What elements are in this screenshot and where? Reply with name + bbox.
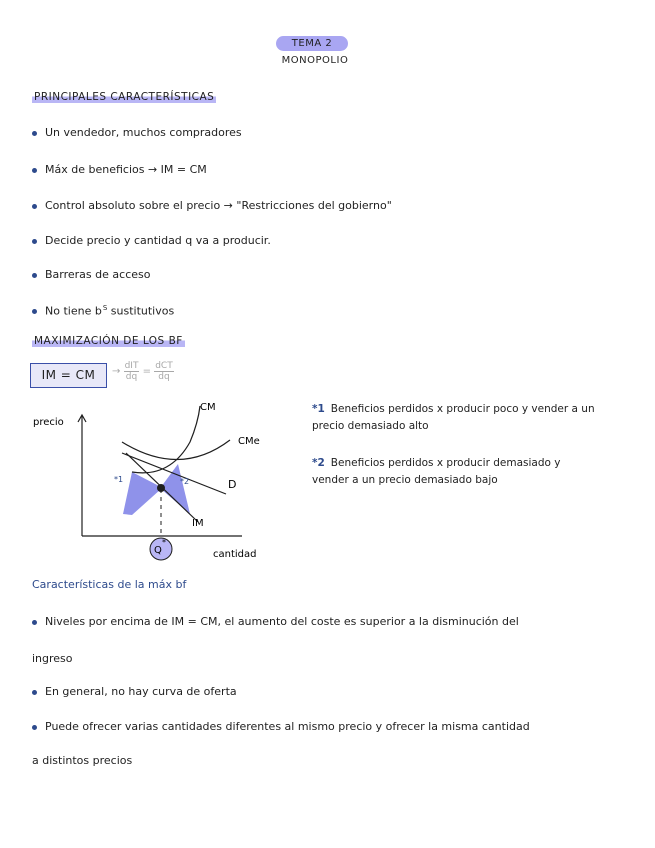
bullet-item xyxy=(32,125,242,140)
bullet-item xyxy=(32,233,271,248)
monopoly-graph xyxy=(30,398,290,570)
bullet-text: Decide precio y cantidad q va a producir. xyxy=(45,234,271,247)
bullet-dot-icon xyxy=(32,690,37,695)
bullet-dot-icon xyxy=(32,168,37,173)
paragraph-1-continued: ingreso xyxy=(32,652,73,665)
q-superscript: * xyxy=(162,538,166,547)
paragraph-3 xyxy=(32,719,632,734)
lost-profit-area-left-outer xyxy=(123,472,132,515)
paragraph-1 xyxy=(32,614,632,629)
fraction-numerator: dIT xyxy=(124,361,139,371)
bullet-item xyxy=(32,198,392,213)
cm-label: CM xyxy=(200,402,216,413)
cme-curve xyxy=(122,440,230,460)
fraction-numerator: dCT xyxy=(155,361,173,371)
bullet-item xyxy=(32,162,207,177)
note-text: Beneficios perdidos x producir demasiado y vender a un precio demasiado bajo xyxy=(312,457,561,486)
note-text: Beneficios perdidos x producir poco y vender a un precio demasiado alto xyxy=(312,403,595,432)
im-label: IM xyxy=(192,518,204,529)
fraction-dit-dq xyxy=(124,361,140,382)
bullet-dot-icon xyxy=(32,131,37,136)
bullet-text: Control absoluto sobre el precio → "Restricciones del gobierno" xyxy=(45,199,392,212)
bullet-superscript: S xyxy=(102,304,108,312)
bullet-dot-icon xyxy=(32,273,37,278)
lost-profit-area-left xyxy=(132,472,161,515)
note-2 xyxy=(312,455,597,489)
paragraph-2 xyxy=(32,684,632,699)
bullet-item xyxy=(32,267,150,282)
optimum-point xyxy=(157,484,165,492)
page-title: MONOPOLIO xyxy=(281,55,349,66)
bullet-text: Barreras de acceso xyxy=(45,268,151,281)
lost-profit-area-right xyxy=(161,464,190,514)
demand-label: D xyxy=(228,478,237,491)
note-marker: *2 xyxy=(312,457,325,469)
bullet-dot-icon xyxy=(32,309,37,314)
fraction-denominator: dq xyxy=(125,372,138,382)
y-axis-label: precio xyxy=(33,417,64,428)
fraction-dct-dq xyxy=(154,361,174,382)
note-1 xyxy=(312,401,597,435)
bullet-text: Un vendedor, muchos compradores xyxy=(45,126,242,139)
formula-box: IM = CM xyxy=(30,363,107,388)
cme-label: CMe xyxy=(238,436,260,447)
x-axis-label: cantidad xyxy=(213,549,257,560)
mark-1: *1 xyxy=(114,475,124,484)
note-marker: *1 xyxy=(312,403,325,415)
bullet-text: Máx de beneficios → IM = CM xyxy=(45,163,207,176)
paragraph-text: En general, no hay curva de oferta xyxy=(45,685,237,698)
equals-sign: = xyxy=(142,366,152,377)
paragraph-3-continued: a distintos precios xyxy=(32,754,133,767)
q-label: Q xyxy=(154,545,162,556)
tema-badge: TEMA 2 xyxy=(276,36,348,51)
fraction-denominator: dq xyxy=(158,372,170,382)
mark-2: *2 xyxy=(180,477,190,486)
paragraph-text: Niveles por encima de IM = CM, el aumento del coste es superior a la disminución del xyxy=(45,615,519,628)
bullet-dot-icon xyxy=(32,204,37,209)
subheading-max-bf: Características de la máx bf xyxy=(32,578,187,591)
bullet-dot-icon xyxy=(32,620,37,625)
paragraph-text: Puede ofrecer varias cantidades diferentes al mismo precio y ofrecer la misma cantidad xyxy=(45,720,530,733)
bullet-text-tail: sustitutivos xyxy=(107,304,175,318)
arrow-icon: → xyxy=(112,366,121,377)
cm-curve xyxy=(132,406,200,473)
section-title-caracteristicas: PRINCIPALES CARACTERÍSTICAS xyxy=(34,91,215,103)
section-title-maximizacion: MAXIMIZACIÓN DE LOS BF xyxy=(34,335,183,347)
bullet-dot-icon xyxy=(32,239,37,244)
formula-derivatives xyxy=(112,361,174,382)
bullet-item xyxy=(32,301,174,319)
bullet-dot-icon xyxy=(32,725,37,730)
bullet-text: No tiene b xyxy=(45,304,102,318)
